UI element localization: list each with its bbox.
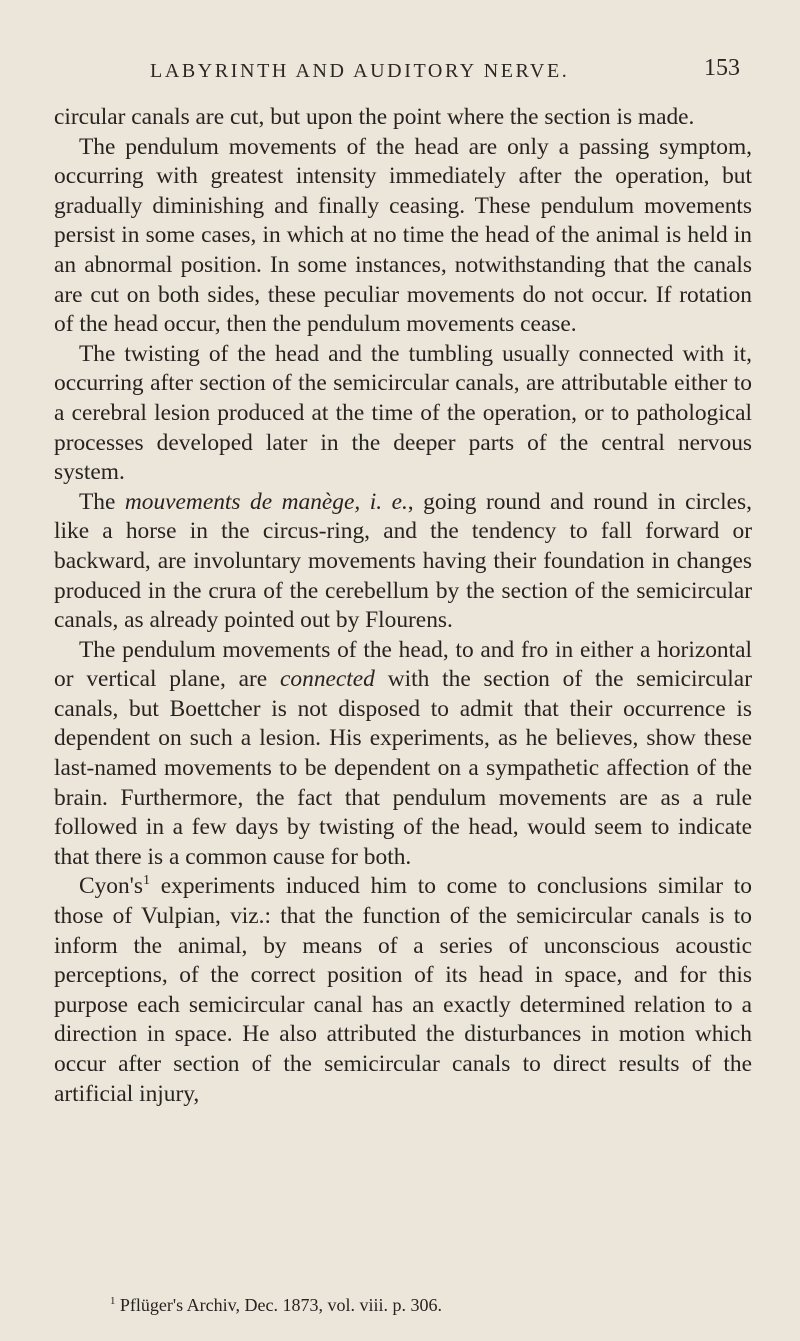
footnote-reference: 1	[143, 872, 151, 889]
paragraph-text: The pendulum movements of the head, to and fro in either a horizontal or vertical plane, are	[54, 636, 752, 693]
paragraph-continued: circular canals are cut, but upon the point where the section is made.	[54, 104, 695, 130]
paragraph-text: Cyon's	[79, 873, 144, 900]
paragraph-text: , going round and round in circles, like a horse in the circus-ring, and the tendency to fall forward or backward, are involuntary movements having their foundation in changes produced in the crura of the cerebellum by the section of the semicircular canals, as already pointed out by Flourens.	[54, 488, 752, 634]
paragraph-cyon	[54, 872, 752, 1109]
page-number: 153	[704, 55, 740, 81]
footnote	[110, 1295, 750, 1316]
paragraph-twisting-head: The twisting of the head and the tumbling usually connected with it, occurring after section of the semicircular canals, are attributable either to a cerebral lesion produced at the time of the operation, or to pathological processes developed later in the deeper parts of the central nervous system.	[54, 340, 752, 486]
running-title: LABYRINTH AND AUDITORY NERVE.	[150, 60, 570, 82]
paragraph-text: with the section of the semicircular canals, but Boettcher is not disposed to admit that their occurrence is dependent on such a lesion. His experiments, as he believes, show these last-named movements to be dependent on a sympathetic affection of the brain. Furthermore, the fact that pendulum movements are as a rule followed in a few days by twisting of the head, would seem to indicate that there is a common cause for both.	[54, 666, 752, 870]
paragraph-boettcher	[54, 636, 752, 873]
paragraph-mouvements-de-manege	[54, 488, 752, 636]
paragraph-text: experiments induced him to come to conclusions similar to those of Vulpian, viz.: that the function of the semicircular canals is to inform the animal, by means of a series of unconscious acoustic perceptions, of the correct position of its head in space, and for this purpose each semicircular canal has an exactly determined relation to a direction in space. He also attributed the disturbances in motion which occur after section of the semicircular canals to direct results of the artificial injury,	[54, 873, 752, 1107]
footnote-marker: 1	[110, 1295, 116, 1307]
body-text	[54, 103, 752, 1109]
italic-term: mouvements de manège, i. e.	[124, 488, 408, 515]
footnote-text: Pflüger's Archiv, Dec. 1873, vol. viii. p. 306.	[119, 1295, 442, 1315]
paragraph-pendulum-movements: The pendulum movements of the head are only a passing symptom, occurring with greatest intensity immediately after the operation, but gradually diminishing and finally ceasing. These pendulum movements persist in some cases, in which at no time the head of the animal is held in an abnormal position. In some instances, notwithstanding that the canals are cut on both sides, these peculiar movements do not occur. If rotation of the head occur, then the pendulum movements cease.	[54, 133, 752, 338]
italic-term: connected	[280, 666, 375, 693]
paragraph-text: The	[79, 488, 116, 515]
